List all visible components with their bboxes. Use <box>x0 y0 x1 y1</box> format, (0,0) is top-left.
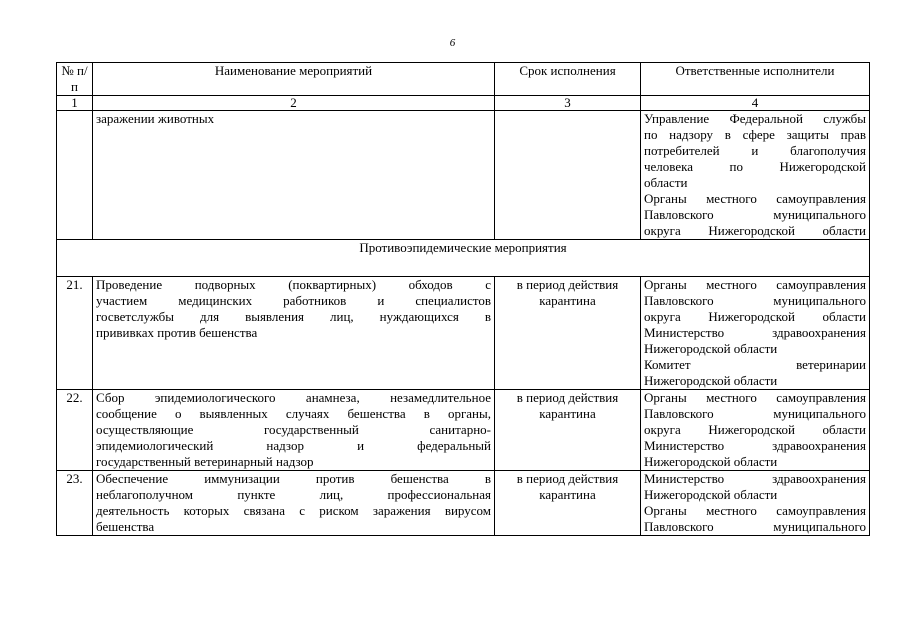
measure-line: осуществляющие государственный санитарно- <box>96 422 491 437</box>
responsible-line: Нижегородской области <box>644 341 778 356</box>
responsible-line: Нижегородской области <box>644 487 778 502</box>
measure-line: госветслужбы для выявления лиц, нуждающихся в <box>96 309 491 324</box>
responsible-line: Министерство здравоохранения <box>644 438 866 453</box>
table-row <box>57 390 870 471</box>
measure-line: эпидемиологический надзор и федеральный <box>96 438 491 453</box>
responsible-line: Нижегородской области <box>644 373 778 388</box>
responsible-line: по надзору в сфере защиты прав <box>644 127 866 142</box>
measure-line: Сбор эпидемиологического анамнеза, незамедлительное <box>96 390 491 405</box>
responsible-line: Министерство здравоохранения <box>644 471 866 486</box>
page-number: 6 <box>449 37 456 49</box>
measure-cell: заражении животных <box>93 111 495 240</box>
measure-line: бешенства <box>96 519 155 534</box>
measure-line: государственный ветеринарный надзор <box>96 454 314 469</box>
responsible-line: округа Нижегородской области <box>644 422 866 437</box>
column-number-row <box>57 96 870 111</box>
responsible-cell <box>641 390 870 471</box>
responsible-line: Министерство здравоохранения <box>644 325 866 340</box>
measures-table <box>56 62 870 536</box>
responsible-cell <box>641 471 870 536</box>
measure-line: Обеспечение иммунизации против бешенства в <box>96 471 491 486</box>
responsible-line: Органы местного самоуправления <box>644 277 866 292</box>
table-header-row <box>57 63 870 96</box>
responsible-line: Органы местного самоуправления <box>644 191 866 206</box>
row-number: 22. <box>57 390 93 471</box>
measure-cell <box>93 390 495 471</box>
section-row <box>57 240 870 277</box>
term-cell: в период действия карантина <box>495 471 641 536</box>
responsible-line: Комитет ветеринарии <box>644 357 866 372</box>
responsible-line: Павловского муниципального <box>644 519 866 534</box>
term-cell <box>495 111 641 240</box>
measure-line: Проведение подворных (поквартирных) обходов с <box>96 277 491 292</box>
column-number: 1 <box>57 96 93 111</box>
column-number: 2 <box>93 96 495 111</box>
row-number: 21. <box>57 277 93 390</box>
responsible-line: Управление Федеральной службы <box>644 111 866 126</box>
column-number: 3 <box>495 96 641 111</box>
header-term: Срок исполнения <box>495 63 641 96</box>
measure-cell <box>93 471 495 536</box>
responsible-line: Павловского муниципального <box>644 207 866 222</box>
column-number: 4 <box>641 96 870 111</box>
row-number-cell <box>57 111 93 240</box>
responsible-line: человека по Нижегородской <box>644 159 866 174</box>
header-number: № п/п <box>57 63 93 96</box>
table-row <box>57 471 870 536</box>
measure-line: участием медицинских работников и специалистов <box>96 293 491 308</box>
table-row <box>57 277 870 390</box>
term-cell: в период действия карантина <box>495 277 641 390</box>
responsible-line: Павловского муниципального <box>644 406 866 421</box>
responsible-line: Павловского муниципального <box>644 293 866 308</box>
header-responsible: Ответственные исполнители <box>641 63 870 96</box>
measure-line: сообщение о выявленных случаях бешенства в органы, <box>96 406 491 421</box>
responsible-cell <box>641 277 870 390</box>
responsible-line: Органы местного самоуправления <box>644 503 866 518</box>
header-measure: Наименование мероприятий <box>93 63 495 96</box>
responsible-line: потребителей и благополучия <box>644 143 866 158</box>
measure-cell <box>93 277 495 390</box>
responsible-line: округа Нижегородской области <box>644 309 866 324</box>
row-number: 23. <box>57 471 93 536</box>
responsible-line: округа Нижегородской области <box>644 223 866 238</box>
responsible-line: области <box>644 175 688 190</box>
section-title: Противоэпидемические мероприятия <box>57 240 870 277</box>
measure-line: прививках против бешенства <box>96 325 258 340</box>
responsible-line: Нижегородской области <box>644 454 778 469</box>
term-cell: в период действия карантина <box>495 390 641 471</box>
responsible-cell <box>641 111 870 240</box>
measure-line: неблагополучном пункте лиц, профессиональная <box>96 487 491 502</box>
measure-line: деятельность которых связана с риском заражения вирусом <box>96 503 491 518</box>
table-row <box>57 111 870 240</box>
responsible-line: Органы местного самоуправления <box>644 390 866 405</box>
